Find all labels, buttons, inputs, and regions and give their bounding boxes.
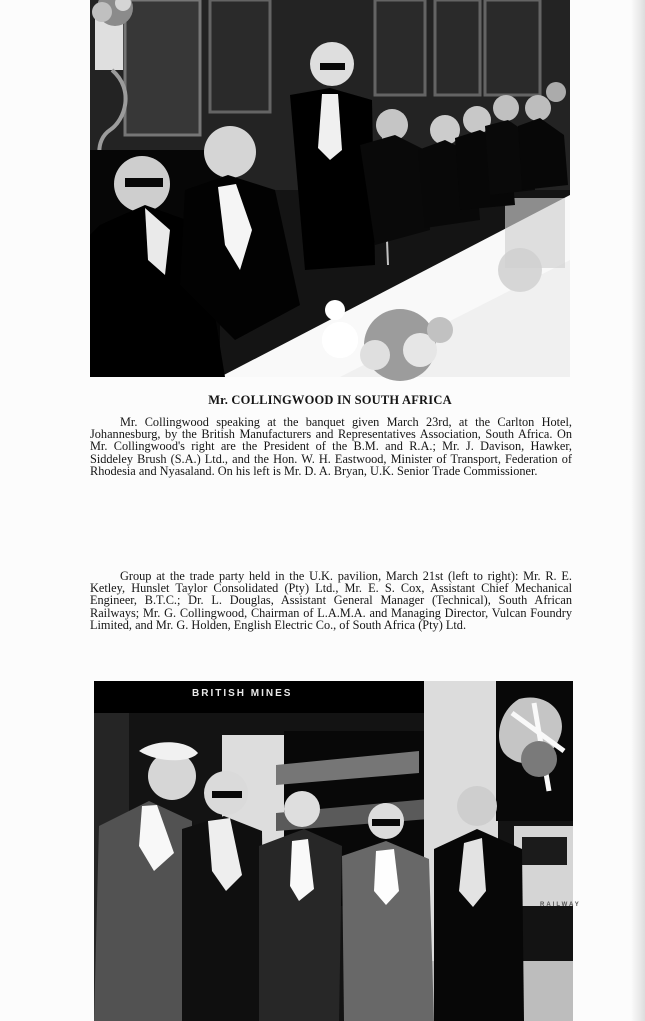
poster-small-text: RAILWAY xyxy=(540,902,581,908)
article-title: Mr. COLLINGWOOD IN SOUTH AFRICA xyxy=(208,393,452,407)
banquet-caption: Mr. Collingwood speaking at the banquet given March 23rd, at the Carlton Hotel, Johannesburg, by the British Manufacturers and Representatives Association, South Africa. On Mr. Collingwood's right are the President of the B.M. and R.A.; Mr. J. Davison, Hawker, Siddeley Brush (S.A.) Ltd., and the Hon. W. H. Eastwood, Minister of Transport, Federation of Rhodesia and Nyasaland. On his left is Mr. D. A. Bryan, U.K. Senior Trade Commissioner. xyxy=(90,415,572,478)
page-edge-shadow xyxy=(631,0,645,1021)
pavilion-sign-text: BRITISH MINES xyxy=(192,688,293,699)
trade-party-photograph xyxy=(94,681,581,1021)
banquet-scene xyxy=(90,0,570,377)
trade-party-caption: Group at the trade party held in the U.K. pavilion, March 21st (left to right): Mr. R. E. Ketley, Hunslet Taylor Consolidated (Pty) Ltd., Mr. E. S. Cox, Assistant Chief Mechanical Engineer, B.T.C.; Dr. L. Douglas, Assistant General Manager (Technical), South African Railways; Mr. G. Collingwood, Chairman of L.A.M.A. and Managing Director, Vulcan Foundry Limited, and Mr. G. Holden, English Electric Co., of South Africa (Pty) Ltd. xyxy=(90,569,572,632)
banquet-photograph xyxy=(90,0,570,377)
pavilion-scene xyxy=(94,681,581,1021)
